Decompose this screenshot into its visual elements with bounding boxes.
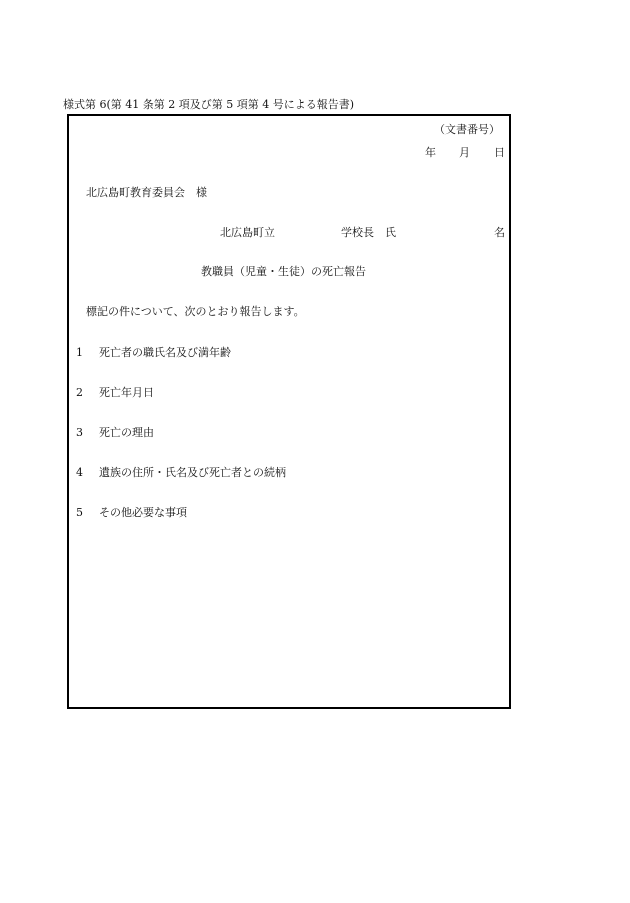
document-number: （文書番号）: [434, 123, 500, 136]
date-month: 月: [459, 146, 470, 159]
item-number: 4: [76, 466, 83, 479]
item-text: 死亡年月日: [99, 386, 154, 399]
intro-text: 標記の件について、次のとおり報告します。: [86, 305, 305, 318]
date-year: 年: [425, 146, 436, 159]
document-title: 教職員（児童・生徒）の死亡報告: [201, 265, 366, 278]
date-day: 日: [494, 146, 505, 159]
school-prefix: 北広島町立: [220, 226, 275, 239]
principal-label: 学校長 氏: [341, 226, 396, 239]
item-number: 5: [76, 506, 83, 519]
item-text: その他必要な事項: [99, 506, 187, 519]
item-number: 2: [76, 386, 83, 399]
item-text: 死亡者の職氏名及び満年齢: [99, 346, 231, 359]
item-text: 死亡の理由: [99, 426, 154, 439]
report-form: [67, 114, 511, 709]
addressee: 北広島町教育委員会 様: [86, 186, 207, 199]
item-text: 遺族の住所・氏名及び死亡者との続柄: [99, 466, 286, 479]
item-number: 3: [76, 426, 83, 439]
name-label: 名: [494, 226, 505, 239]
form-caption: 様式第 6(第 41 条第 2 項及び第 5 項第 4 号による報告書): [63, 98, 355, 111]
item-number: 1: [76, 346, 83, 359]
